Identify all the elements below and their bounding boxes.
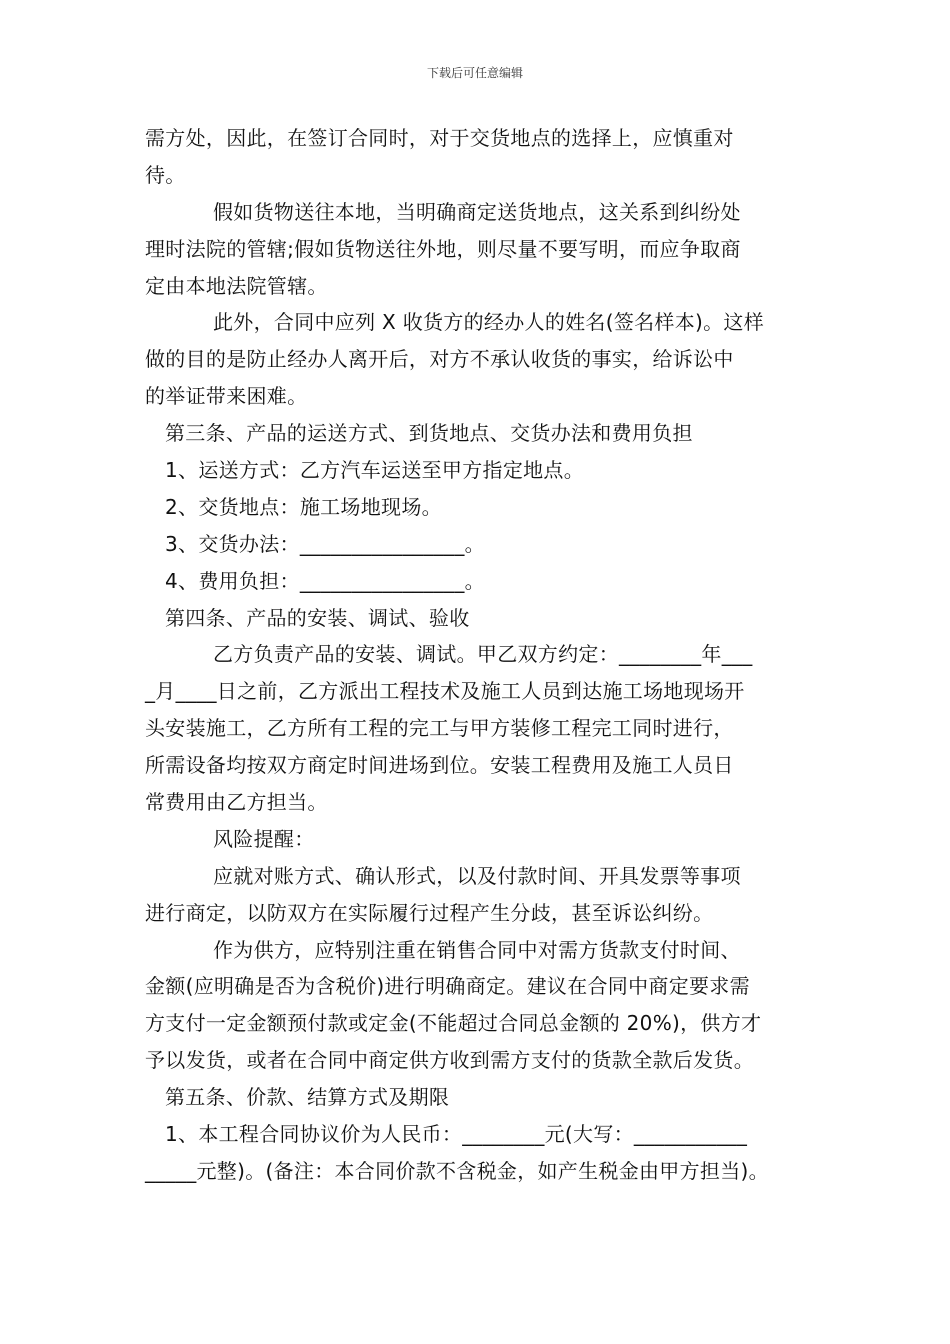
- text-line: 需方处，因此，在签订合同时，对于交货地点的选择上，应慎重对: [145, 126, 734, 150]
- text-line: 1、运送方式：乙方汽车运送至甲方指定地点。: [165, 458, 585, 483]
- document-body: [145, 120, 825, 1190]
- text-line: 此外，合同中应列 X 收货方的经办人的姓名(签名样本)。这样: [213, 310, 765, 335]
- text-line: 假如货物送往本地，当明确商定送货地点，这关系到纠纷处: [213, 199, 741, 224]
- text-line: 待。: [145, 162, 186, 187]
- text-line: 方支付一定金额预付款或定金(不能超过合同总金额的 20%)，供方才: [145, 1011, 762, 1036]
- text-line: 作为供方，应特别注重在销售合同中对需方货款支付时间、: [213, 937, 741, 962]
- text-line: 4、费用负担：________________。: [165, 568, 485, 593]
- text-line: 乙方负责产品的安装、调试。甲乙双方约定：________年___: [213, 642, 753, 667]
- text-line: _月____日之前，乙方派出工程技术及施工人员到达施工场地现场开: [145, 679, 745, 704]
- text-line: 理时法院的管辖;假如货物送往外地，则尽量不要写明，而应争取商: [145, 236, 741, 261]
- text-line: 1、本工程合同协议价为人民币：________元(大写：___________: [165, 1122, 748, 1147]
- text-line: 定由本地法院管辖。: [145, 273, 328, 298]
- text-line: 进行商定，以防双方在实际履行过程产生分歧，甚至诉讼纠纷。: [145, 900, 714, 925]
- text-line: 2、交货地点：施工场地现场。: [165, 494, 442, 519]
- text-line: 头安装施工，乙方所有工程的完工与甲方装修工程完工同时进行，: [145, 716, 734, 741]
- text-line: 予以发货，或者在合同中商定供方收到需方支付的货款全款后发货。: [145, 1048, 754, 1073]
- text-line: 应就对账方式、确认形式，以及付款时间、开具发票等事项: [213, 863, 741, 888]
- text-line: 第三条、产品的运送方式、到货地点、交货办法和费用负担: [165, 421, 693, 446]
- text-line: 的举证带来困难。: [145, 384, 308, 409]
- text-line: _____元整)。(备注：本合同价款不含税金，如产生税金由甲方担当)。: [145, 1158, 769, 1183]
- text-line: 金额(应明确是否为含税价)进行明确商定。建议在合同中商定要求需: [145, 974, 750, 999]
- text-line: 所需设备均按双方商定时间进场到位。安装工程费用及施工人员日: [145, 753, 734, 778]
- text-line: 第五条、价款、结算方式及期限: [165, 1085, 450, 1110]
- page-header: 下载后可任意编辑: [426, 66, 523, 80]
- text-line: 第四条、产品的安装、调试、验收: [165, 605, 470, 630]
- text-line: 3、交货办法：________________。: [165, 531, 485, 556]
- text-line: 常费用由乙方担当。: [145, 790, 328, 815]
- text-line: 做的目的是防止经办人离开后，对方不承认收货的事实，给诉讼中: [145, 347, 734, 372]
- text-line: 风险提醒：: [213, 826, 315, 851]
